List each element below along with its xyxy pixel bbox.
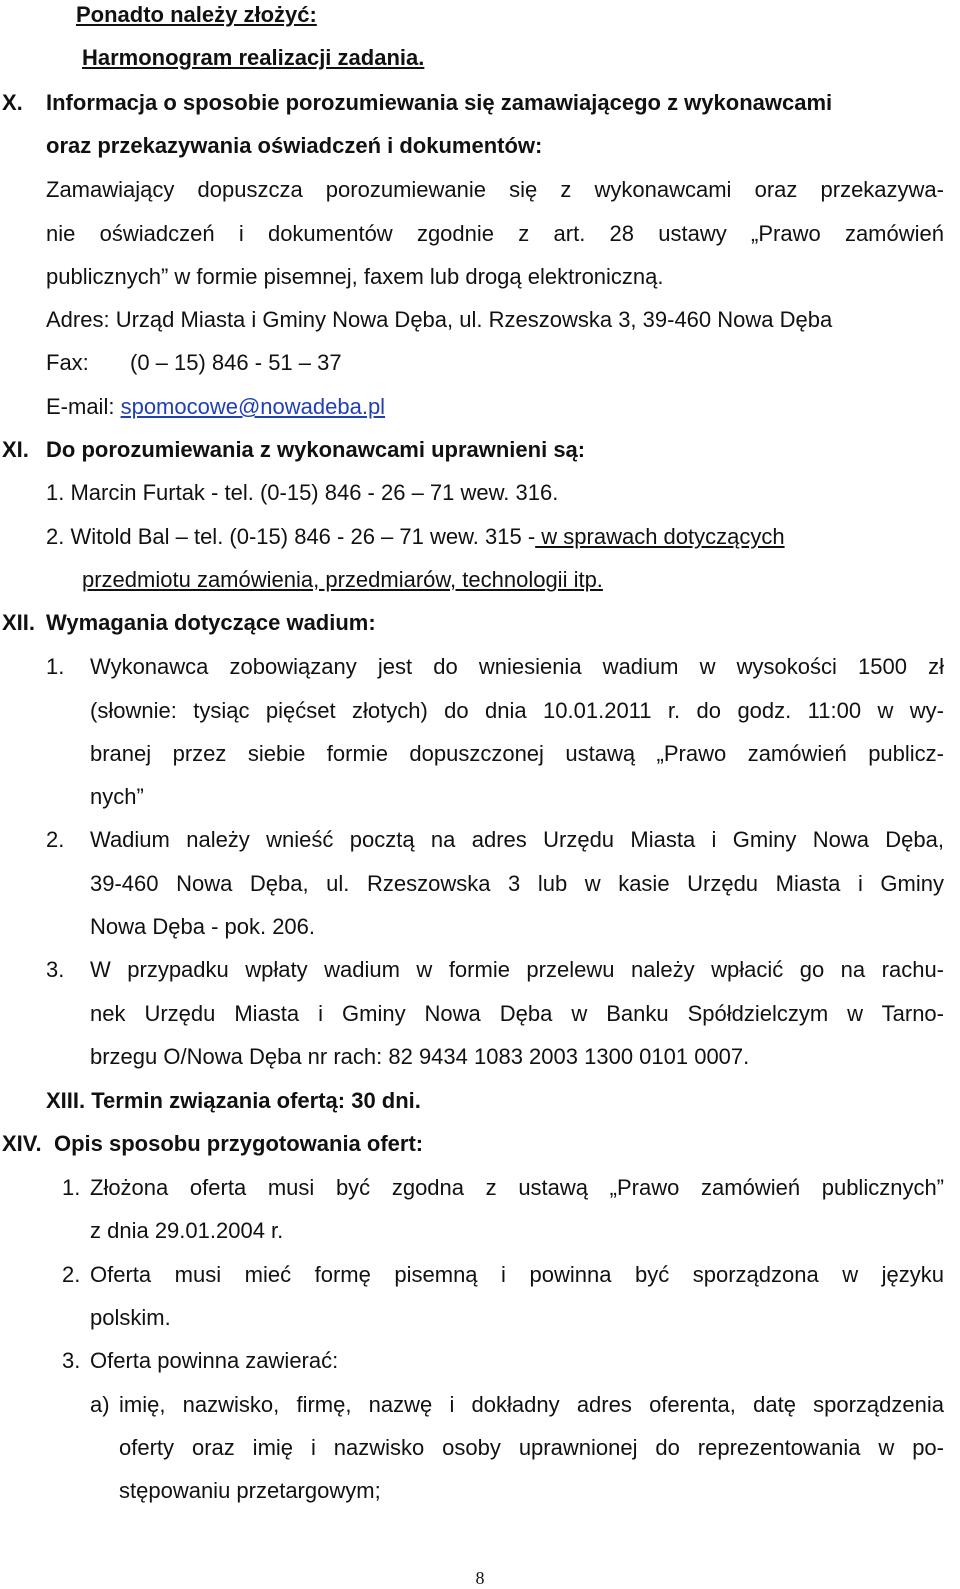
- wadium-item-3-line2: nek Urzędu Miasta i Gminy Nowa Dęba w Banku Spółdzielczym w Tarno-: [90, 1001, 944, 1026]
- oferta-item-2-line1: Oferta musi mieć formę pisemną i powinna być sporządzona w języku: [90, 1262, 944, 1287]
- wadium-item-1-line4: nych”: [90, 784, 144, 809]
- oferta-sub-a-line1: imię, nazwisko, firmę, nazwę i dokładny adres oferenta, datę sporządzenia: [119, 1392, 944, 1417]
- wadium-item-2-line2: 39-460 Nowa Dęba, ul. Rzeszowska 3 lub w kasie Urzędu Miasta i Gminy: [90, 871, 944, 896]
- fax-value: (0 – 15) 846 - 51 – 37: [130, 350, 342, 375]
- wadium-item-3-line1: W przypadku wpłaty wadium w formie przelewu należy wpłacić go na rachu-: [90, 957, 944, 982]
- wadium-item-1-number: 1.: [46, 654, 65, 679]
- email-label: E-mail:: [46, 394, 115, 419]
- wadium-item-3-line3: brzegu O/Nowa Dęba nr rach: 82 9434 1083 2003 1300 0101 0007.: [90, 1044, 750, 1069]
- contact-item-2-scope: w sprawach dotyczących: [535, 524, 785, 549]
- oferta-item-1-number: 1.: [62, 1175, 81, 1200]
- wadium-item-1-line3: branej przez siebie formie dopuszczonej ustawą „Prawo zamówień publicz-: [90, 741, 944, 766]
- oferta-item-2-number: 2.: [62, 1262, 81, 1287]
- wadium-item-2-line1: Wadium należy wnieść pocztą na adres Urzędu Miasta i Gminy Nowa Dęba,: [90, 827, 944, 852]
- email-line: [46, 394, 385, 420]
- contact-item-2-scope-line2: przedmiotu zamówienia, przedmiarów, technologii itp.: [82, 567, 603, 592]
- section-x-paragraph-line3: publicznych” w formie pisemnej, faxem lub drogą elektroniczną.: [46, 264, 664, 289]
- contact-item-2: [46, 524, 785, 550]
- oferta-item-3-line1: Oferta powinna zawierać:: [90, 1348, 339, 1373]
- email-link[interactable]: spomocowe@nowadeba.pl: [120, 394, 386, 419]
- wadium-item-2-number: 2.: [46, 827, 65, 852]
- section-x-number: X.: [2, 90, 23, 115]
- contact-item-1: 1. Marcin Furtak - tel. (0-15) 846 - 26 – 71 wew. 316.: [46, 480, 559, 505]
- address-line: Adres: Urząd Miasta i Gminy Nowa Dęba, ul. Rzeszowska 3, 39-460 Nowa Dęba: [46, 307, 833, 332]
- harmonogram-heading: Harmonogram realizacji zadania.: [82, 45, 425, 70]
- section-x-title-line2: oraz przekazywania oświadczeń i dokumentów:: [46, 133, 543, 158]
- wadium-item-3-number: 3.: [46, 957, 65, 982]
- wadium-item-1-line1: Wykonawca zobowiązany jest do wniesienia wadium w wysokości 1500 zł: [90, 654, 944, 679]
- section-x-title-line1: Informacja o sposobie porozumiewania się zamawiającego z wykonawcami: [46, 90, 833, 115]
- oferta-item-2-line2: polskim.: [90, 1305, 171, 1330]
- fax-label: Fax:: [46, 350, 89, 375]
- oferta-sub-a-line3: stępowaniu przetargowym;: [119, 1478, 381, 1503]
- section-x-paragraph-line1: Zamawiający dopuszcza porozumiewanie się z wykonawcami oraz przekazywa-: [46, 177, 944, 202]
- section-xi-title: Do porozumiewania z wykonawcami uprawnieni są:: [46, 437, 586, 462]
- contact-item-2-main: 2. Witold Bal – tel. (0-15) 846 - 26 – 71 wew. 315 -: [46, 524, 536, 549]
- oferta-item-1-line2: z dnia 29.01.2004 r.: [90, 1218, 284, 1243]
- oferta-sub-a-line2: oferty oraz imię i nazwisko osoby uprawnionej do reprezentowania w po-: [119, 1435, 944, 1460]
- wadium-item-1-line2: (słownie: tysiąc pięćset złotych) do dnia 10.01.2011 r. do godz. 11:00 w wy-: [90, 698, 944, 723]
- section-xii-title: Wymagania dotyczące wadium:: [46, 610, 376, 635]
- oferta-item-3-number: 3.: [62, 1348, 81, 1373]
- page-number: 8: [475, 1568, 485, 1588]
- section-xii-number: XII.: [2, 610, 36, 635]
- oferta-item-1-line1: Złożona oferta musi być zgodna z ustawą „Prawo zamówień publicznych”: [90, 1175, 944, 1200]
- section-xiii-heading: XIII. Termin związania ofertą: 30 dni.: [46, 1088, 421, 1113]
- section-xiv-title: Opis sposobu przygotowania ofert:: [54, 1131, 424, 1156]
- section-xi-number: XI.: [2, 437, 29, 462]
- ponadto-heading: Ponadto należy złożyć:: [76, 2, 317, 27]
- section-x-paragraph-line2: nie oświadczeń i dokumentów zgodnie z art. 28 ustawy „Prawo zamówień: [46, 221, 944, 246]
- oferta-sub-a-label: a): [90, 1392, 110, 1417]
- section-xiv-number: XIV.: [2, 1131, 42, 1156]
- wadium-item-2-line3: Nowa Dęba - pok. 206.: [90, 914, 316, 939]
